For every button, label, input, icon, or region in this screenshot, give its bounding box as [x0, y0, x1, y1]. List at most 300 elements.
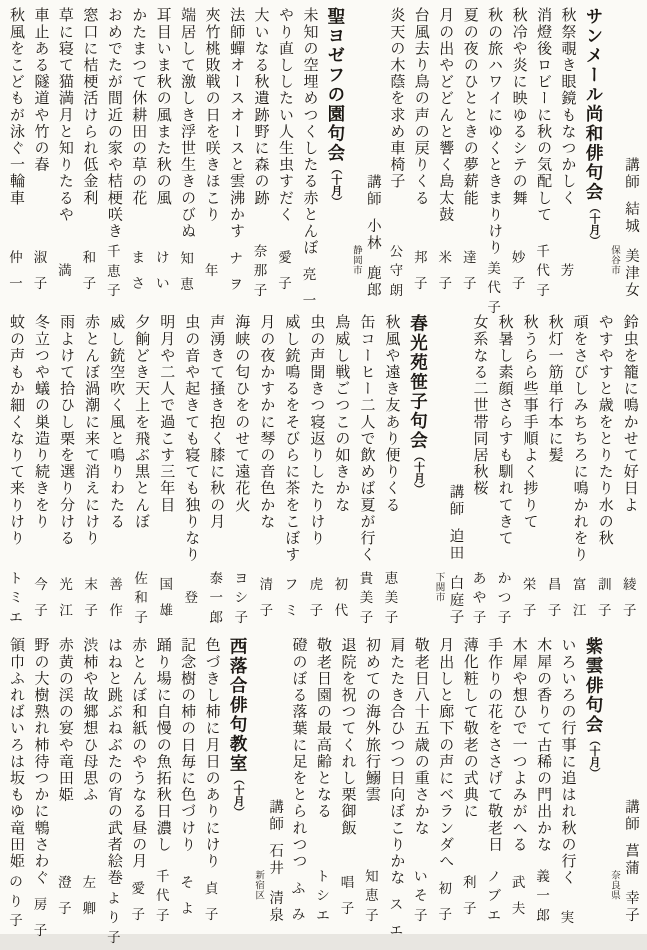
haiku-text: 鳥威し戦ごつこの如きかな [333, 314, 350, 514]
section-lecturer [445, 314, 467, 630]
lecturer-role-label: 講師 [267, 798, 284, 833]
author-name-char: み [291, 906, 306, 922]
lecturer-line [362, 174, 384, 299]
author-name-char: 佐 [134, 570, 148, 586]
haiku-text: 威し銃空吹く風と鳴りわたる [108, 314, 125, 530]
author-name [229, 239, 243, 303]
haiku-column [507, 637, 531, 928]
author-name-char: 守 [389, 263, 404, 279]
author-name-char: 亮 [302, 267, 317, 283]
author-name-char: 千 [155, 868, 170, 884]
haiku-text: 雨よけて拾ひし栗を選り分ける [58, 314, 75, 547]
author-name-char: い [155, 276, 170, 292]
author-name-char: 初 [438, 880, 452, 896]
haiku-text: 赤黄の渓の宴や竜田姫 [56, 637, 73, 803]
haiku-column [53, 637, 77, 928]
author-name [360, 566, 374, 630]
author-name-char: 和 [134, 590, 148, 606]
author-name-char: 子 [155, 907, 170, 923]
haiku-column [104, 314, 128, 630]
author-name-char: エ [9, 609, 23, 625]
author-name-char: 恵 [180, 276, 194, 292]
author-name-char: 子 [547, 603, 562, 619]
haiku-column [79, 314, 103, 630]
author-name [159, 566, 173, 630]
author-name-char: 訓 [597, 577, 612, 593]
author-name-char: 唱 [340, 875, 355, 891]
author-name [390, 886, 404, 950]
author-name [107, 886, 121, 950]
haiku-text: 木犀の香りて古稀の門出かな [535, 637, 552, 853]
author-name [335, 566, 349, 630]
author-name-char: 代 [334, 603, 349, 619]
author-name-char: つ [497, 590, 512, 606]
haiku-text: 頑をさびしみちちろに鳴かれをり [571, 314, 588, 563]
author-name-char: 澄 [58, 875, 72, 891]
haiku-column [151, 637, 175, 928]
haiku-column [175, 637, 199, 928]
author-name-char: 美 [384, 590, 399, 606]
haiku-text: 秋風をこどもが泳ぐ一輪車 [8, 7, 24, 207]
author-name-char: 子 [359, 609, 374, 625]
author-name [210, 566, 224, 630]
section-title [405, 314, 432, 630]
author-name [107, 239, 121, 303]
author-name-char: 子 [497, 609, 512, 625]
author-name-char: 子 [384, 609, 399, 625]
author-name-char: 夫 [511, 901, 526, 917]
haiku-column [129, 314, 153, 630]
haiku-column [568, 314, 592, 630]
author-name-char: ふ [291, 880, 306, 896]
section-title [322, 7, 349, 303]
haiku-column [4, 314, 28, 630]
author-name-char: シ [316, 888, 330, 904]
author-name-char: 子 [58, 901, 72, 917]
lecturer-role-label: 講師 [622, 798, 639, 833]
haiku-text: 記念樹の柿の日毎に色づけり [179, 637, 196, 853]
haiku-text: 秋灯一筋単行本に髪 [546, 314, 563, 464]
author-name-char: 恵 [107, 263, 121, 279]
haiku-text: 海峡の匂ひをのせて遠花火 [233, 314, 250, 514]
author-name-char: ス [389, 897, 404, 913]
haiku-text: 夾竹桃敗戦の日を咲きほこり [203, 7, 220, 223]
section-header [580, 637, 642, 928]
author-name [109, 566, 123, 630]
lecturer-role-label: 講師 [364, 173, 381, 208]
author-name [156, 864, 170, 928]
author-name-char: 義 [536, 868, 550, 884]
section-location [607, 7, 620, 303]
haiku-column [409, 637, 433, 928]
author-name [463, 239, 477, 303]
haiku-text: 女系なる二世帯同居秋桜 [471, 314, 488, 497]
author-name [9, 566, 23, 630]
section-header [224, 637, 286, 928]
author-name [278, 239, 292, 303]
haiku-column [311, 637, 335, 928]
author-name [623, 566, 637, 630]
author-name-char: 子 [259, 603, 274, 619]
haiku-text: 薄化粧して敬老の式典に [461, 637, 478, 820]
section-lecturer [264, 637, 286, 928]
haiku-column [556, 637, 580, 928]
author-name-char: 知 [180, 250, 194, 266]
author-name-char: 郎 [536, 907, 550, 923]
haiku-text: 秋祭覗き眼鏡もなつかしく [559, 7, 576, 207]
author-name-char: 子 [536, 282, 550, 298]
section-title [224, 637, 251, 928]
haiku-text: 渋柿や故郷想ひ母思ふ [81, 637, 98, 803]
section-header [405, 314, 467, 630]
haiku-column [458, 637, 482, 928]
author-name-char: 子 [131, 906, 146, 922]
author-name-char: 米 [438, 250, 452, 266]
haiku-column [4, 7, 28, 303]
haiku-column [379, 314, 403, 630]
author-name-char: 子 [34, 603, 48, 619]
author-name [573, 566, 587, 630]
lecturer-line [620, 157, 642, 299]
author-name-char: よ [107, 890, 121, 906]
author-name [134, 566, 148, 630]
author-name [180, 864, 194, 928]
haiku-column [468, 314, 492, 630]
haiku-column [433, 7, 457, 303]
author-name-char: 子 [462, 276, 477, 292]
author-name-char: 邦 [414, 250, 428, 266]
author-name-char: 富 [572, 577, 587, 593]
lecturer-name: 結城 美津女 [622, 200, 639, 299]
author-name-char: あ [472, 570, 487, 586]
haiku-text: やり直ししたい人生虫すだく [276, 7, 293, 223]
haiku-text: 端居して激しき浮世生きのびぬ [179, 7, 196, 240]
haiku-text: 月の夜かすかに琴の音色かな [258, 314, 275, 530]
author-name-char: 代 [155, 888, 170, 904]
author-name-char: 美 [487, 260, 501, 276]
haiku-text: 月の出やどどんと響く島太鼓 [437, 7, 454, 223]
haiku-text: 台風去り鳥の声の戻りくる [412, 7, 429, 207]
haiku-column [254, 314, 278, 630]
haiku-column [273, 7, 297, 303]
author-name [83, 864, 97, 928]
haiku-column [543, 314, 567, 630]
haiku-column [409, 7, 433, 303]
haiku-text: かたまつて休耕田の草の花 [130, 7, 147, 207]
author-name [58, 864, 72, 928]
author-name-char: 妙 [511, 250, 526, 266]
section-location [349, 7, 362, 303]
lecturer-name: 小林 鹿郎 [364, 217, 381, 299]
section-lecturer [620, 7, 642, 303]
author-name [385, 566, 399, 630]
haiku-column [126, 637, 150, 928]
author-name-char: 子 [438, 906, 452, 922]
haiku-column [28, 7, 52, 303]
author-name-char: ミ [284, 603, 299, 619]
author-name [132, 239, 146, 303]
haiku-column [249, 7, 273, 303]
haiku-column [287, 637, 311, 928]
author-name-char: 子 [438, 276, 452, 292]
haiku-column [384, 637, 408, 939]
haiku-text: 夏の夜のひとときの夢薪能 [461, 7, 478, 207]
haiku-column [297, 7, 321, 309]
author-name-char: 年 [204, 263, 219, 279]
author-name [414, 239, 428, 303]
author-name-char: 千 [536, 243, 550, 259]
haiku-column [304, 314, 328, 630]
author-name [59, 566, 73, 630]
author-name-char: エ [316, 907, 330, 923]
author-name-char: 子 [253, 282, 268, 298]
haiku-text: 虫の音や起きても寝ても独りなり [183, 314, 200, 563]
section-location-text: 下関市 [433, 572, 444, 602]
section-header [580, 7, 642, 303]
author-name [498, 566, 512, 630]
haiku-text: 鈴虫を籠に鳴かせて好日よ [621, 314, 638, 514]
author-name-char: 綾 [622, 577, 637, 593]
author-name-char: 昌 [547, 577, 562, 593]
author-name-char: り [107, 910, 121, 926]
haiku-text: 赤とんぼ和紙のやうなる昼の月 [130, 637, 147, 870]
author-name-char: 今 [34, 577, 48, 593]
author-name-char: 子 [597, 603, 612, 619]
haiku-column [482, 637, 506, 928]
section-title-text: 紫雲俳句会 [583, 637, 604, 735]
author-name [536, 239, 550, 303]
haiku-text: 初めての海外旅行鰯雲 [363, 637, 380, 803]
author-name [536, 864, 550, 928]
author-name-char: 子 [340, 901, 355, 917]
author-name-char: 江 [59, 603, 73, 619]
lecturer-line [620, 799, 642, 924]
author-name-char: か [497, 570, 512, 586]
author-name [285, 566, 299, 630]
section-location-text: 静岡市 [350, 245, 361, 275]
author-name [34, 886, 48, 950]
haiku-column [384, 7, 408, 303]
author-name-char: 朗 [389, 282, 404, 298]
section-lecturer [620, 637, 642, 928]
author-name [235, 566, 249, 630]
author-name [34, 239, 48, 303]
author-name-char: ミ [9, 590, 23, 606]
haiku-column [229, 314, 253, 630]
haiku-text: 冬立つや蟻の巣造り続きをり [33, 314, 50, 530]
author-name [260, 566, 274, 630]
haiku-text: 手作りの花をささげて敬老日 [486, 637, 503, 853]
author-name-char: 子 [278, 276, 292, 292]
author-name [512, 239, 526, 303]
haiku-column [200, 7, 224, 303]
author-name [487, 864, 501, 928]
author-name-char: や [472, 590, 487, 606]
author-name-char: さ [131, 276, 146, 292]
author-name-char: 達 [462, 250, 477, 266]
author-name-char: 子 [82, 276, 97, 292]
author-name-char: 那 [253, 263, 268, 279]
haiku-text: いろいろの行事に追はれ秋の行く [559, 637, 576, 886]
haiku-text: 踊り場に自慢の魚拓秋日濃し [154, 637, 171, 853]
lecturer-line [264, 799, 286, 924]
author-name-char: 知 [365, 868, 379, 884]
haiku-text: 木犀や想ひで一つよみがへる [510, 637, 527, 853]
author-name-char: 雄 [159, 603, 173, 619]
lecturer-name: 迫田 白庭子 [447, 527, 464, 626]
author-name-char: 江 [572, 603, 587, 619]
author-name-char: ト [9, 570, 23, 586]
haiku-column [593, 314, 617, 630]
author-name-char: そ [180, 875, 194, 891]
author-name-char: 子 [33, 276, 48, 292]
author-name [487, 256, 501, 320]
lecturer-role-label: 講師 [622, 156, 639, 191]
haiku-text: 草に寝て猫満月と知りたるや [56, 7, 73, 223]
haiku-column [618, 314, 642, 630]
author-name-char: 仲 [9, 250, 23, 266]
haiku-text: 色づきし柿に月日のありにけり [203, 637, 220, 870]
author-name [523, 566, 537, 630]
author-name-char: よ [180, 901, 194, 917]
author-name-char: 房 [33, 897, 48, 913]
haiku-text: 未知の空埋めつくしたる赤とんぼ [301, 7, 318, 256]
author-name-char: 利 [462, 875, 477, 891]
author-name-char: 清 [259, 577, 274, 593]
haiku-column [279, 314, 303, 630]
author-name [132, 869, 146, 933]
author-name-char: 栄 [522, 577, 537, 593]
author-name-char: 淑 [33, 250, 48, 266]
lecturer-line [445, 484, 467, 626]
haiku-column [531, 7, 555, 303]
author-name [310, 566, 324, 630]
author-name [473, 566, 487, 630]
author-name-char: 貞 [204, 880, 219, 896]
author-name-char: 代 [536, 263, 550, 279]
author-name [254, 239, 268, 303]
author-name-char: 作 [109, 603, 123, 619]
section-month-label: （十月） [232, 773, 245, 818]
haiku-text: 磴のぼる落葉に足をとられつつ [290, 637, 307, 870]
author-name [316, 864, 330, 928]
haiku-text: 明月や二人で過こす三年目 [158, 314, 175, 514]
author-name [598, 566, 612, 630]
author-name-char: ヨ [234, 570, 249, 586]
haiku-text: 窓口に桔梗活けられ低金利 [81, 7, 98, 207]
author-name-char: り [9, 893, 23, 909]
haiku-text: 虫の声聞きつ寝返りしたりけり [308, 314, 325, 547]
author-name [303, 256, 317, 320]
author-name [439, 239, 453, 303]
author-name-char: 子 [462, 901, 477, 917]
haiku-column [4, 637, 28, 928]
author-name-char: 左 [82, 875, 97, 891]
author-name-char: 愛 [278, 250, 292, 266]
haiku-column [200, 637, 224, 928]
author-name-char: 子 [309, 603, 324, 619]
author-name [365, 864, 379, 928]
haiku-column [126, 7, 150, 303]
author-name-char: 一 [9, 276, 23, 292]
author-name-char: 芳 [560, 263, 575, 279]
haiku-text: 声湧きて掻き抱く膝に秋の月 [208, 314, 225, 530]
band-bottom [4, 637, 642, 945]
author-name [414, 864, 428, 928]
author-name [205, 869, 219, 933]
author-name-char: フ [284, 577, 299, 593]
author-name-char: ブ [487, 888, 501, 904]
author-name-char: 公 [389, 243, 404, 259]
author-name-char: 子 [622, 603, 637, 619]
section-title [580, 7, 607, 303]
section-lecturer [362, 7, 384, 303]
author-name [83, 239, 97, 303]
author-name-char: シ [234, 590, 249, 606]
author-name-char: 子 [234, 609, 249, 625]
haiku-text: 夕餉どき天上を飛ぶ黒とんぼ [133, 314, 150, 530]
haiku-text: 缶コーヒー二人で飲めば夏が行く [358, 314, 375, 563]
section-month-label: （十月） [587, 734, 600, 779]
haiku-column [179, 314, 203, 630]
author-name-char: い [414, 868, 428, 884]
haiku-column [102, 7, 126, 303]
section-month-label: （十月） [329, 163, 342, 207]
section-header [322, 7, 384, 303]
author-name-char: ノ [487, 868, 501, 884]
haiku-column [482, 7, 506, 315]
haiku-text: 敬老日園の最高齢となる [314, 637, 331, 820]
haiku-column [77, 7, 101, 303]
author-name [561, 239, 575, 303]
author-name [205, 239, 219, 303]
section-title-text: 西落合俳句教室 [228, 637, 249, 774]
author-name-char: の [9, 874, 23, 890]
author-name-char: 一 [302, 293, 317, 309]
haiku-text: 秋うらら些事手順よく捗りて [521, 314, 538, 530]
author-name-char: 子 [84, 603, 98, 619]
author-name-char: 武 [511, 875, 526, 891]
author-name-char: 虎 [309, 577, 324, 593]
author-name [184, 566, 198, 630]
haiku-text: 蚊の声もか細くなりて来りけり [8, 314, 24, 547]
author-name-char: 末 [84, 577, 98, 593]
haiku-text: 大いなる秋遺跡野に森の跡 [252, 7, 269, 207]
haiku-column [458, 7, 482, 303]
haiku-column [360, 637, 384, 928]
author-name-char: 子 [472, 609, 487, 625]
haiku-column [335, 637, 359, 928]
author-name-char: ヲ [229, 276, 243, 292]
author-name-char: 郎 [209, 609, 223, 625]
author-name-char: 愛 [131, 880, 146, 896]
lecturer-role-label: 講師 [447, 483, 464, 518]
haiku-text: やすやすと歳をとりたり水の秋 [596, 314, 613, 547]
author-name-char: 奈 [253, 243, 268, 259]
author-name-char: 光 [59, 577, 73, 593]
haiku-column [518, 314, 542, 630]
haiku-column [433, 637, 457, 928]
author-name [561, 886, 575, 950]
author-name-char: ナ [229, 250, 243, 266]
lecturer-name: 菖蒲 幸子 [622, 842, 639, 924]
author-name [512, 864, 526, 928]
author-name [156, 239, 170, 303]
author-name-char: ま [131, 250, 146, 266]
haiku-text: はねと跳ぶねぶたの宵の武者絵巻 [105, 637, 122, 886]
author-name-char: 和 [82, 250, 97, 266]
haiku-text: 赤とんぼ渦潮に来て消えにけり [83, 314, 100, 547]
